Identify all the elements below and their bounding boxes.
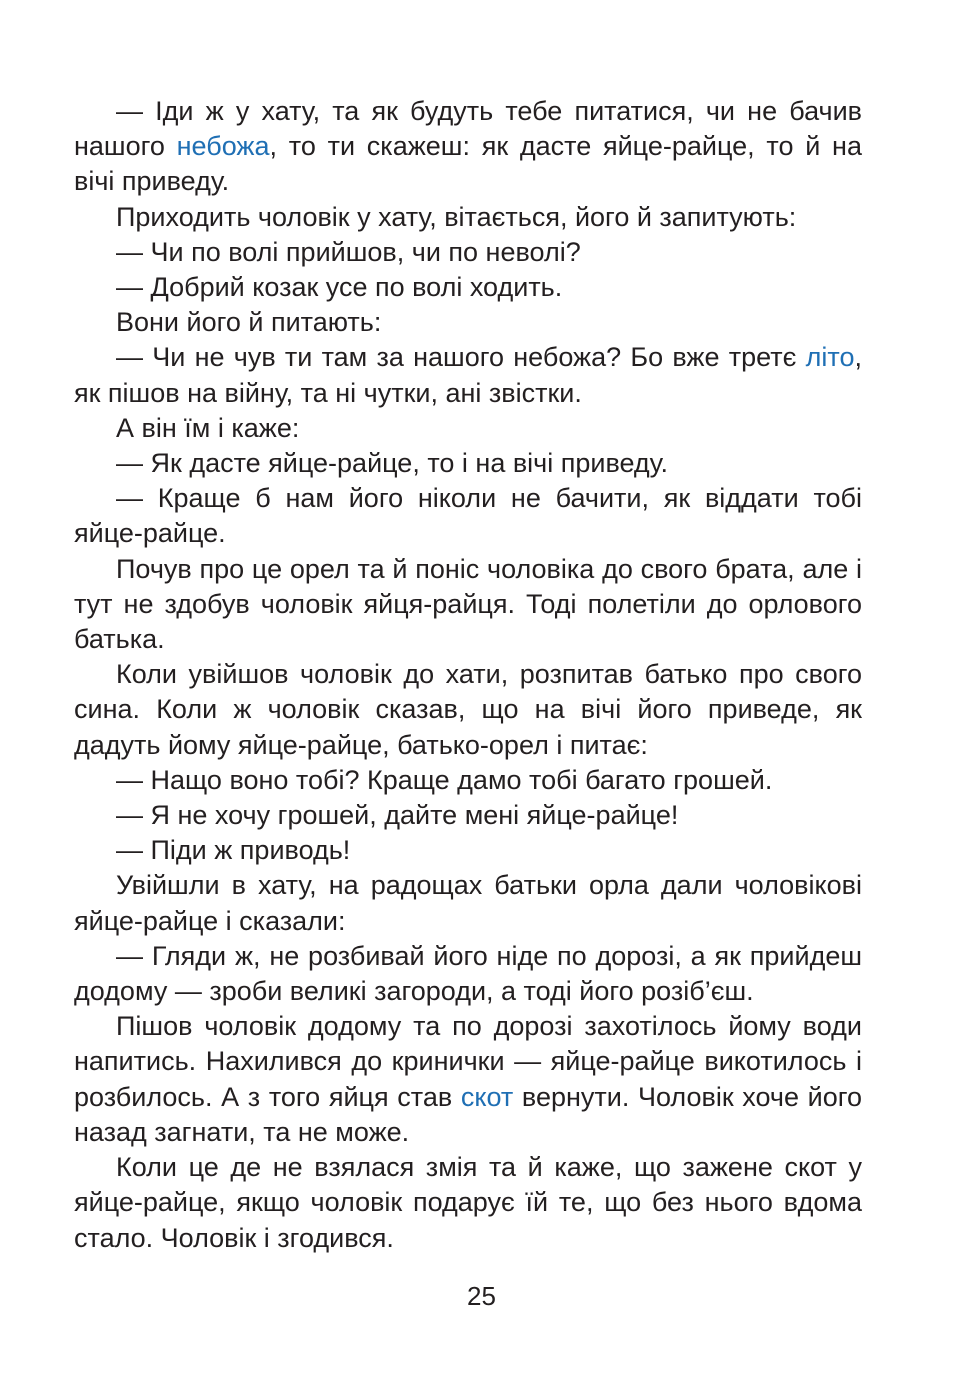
paragraph (74, 235, 862, 270)
glossary-word: скот (460, 1081, 514, 1112)
glossary-word: небожа (176, 131, 270, 162)
text-segment: А він їм і каже: (116, 412, 300, 443)
paragraph (74, 1009, 862, 1150)
text-segment: вернути. Чоловік хоче його назад загнати, та не може. (74, 1081, 862, 1147)
paragraph (74, 939, 862, 1009)
text-segment: — Добрий козак усе по волі ходить. (116, 272, 563, 303)
paragraph (74, 833, 862, 868)
paragraph (74, 481, 862, 551)
paragraph (74, 446, 862, 481)
text-segment: — Я не хочу грошей, дайте мені яйце-райце! (116, 800, 679, 831)
text-segment: — Краще б нам його ніколи не бачити, як віддати тобі яйце-райце. (74, 483, 862, 549)
paragraph (74, 305, 862, 340)
paragraph (74, 270, 862, 305)
page-text (74, 94, 862, 1256)
text-segment: , то ти скажеш: як дасте яйце-райце, то й на вічі приведу. (74, 131, 862, 197)
paragraph (74, 657, 862, 763)
text-segment: — Піди ж приводь! (116, 835, 351, 866)
paragraph (74, 1150, 862, 1256)
text-segment: Почув про це орел та й поніс чоловіка до свого брата, але і тут не здобув чоловік яйця-райця. Тоді полетіли до орлового батька. (74, 553, 862, 655)
text-segment: — Нащо воно тобі? Краще дамо тобі багато грошей. (116, 764, 773, 795)
paragraph (74, 200, 862, 235)
text-segment: Коли це де не взялася змія та й каже, що зажене скот у яйце-райце, якщо чоловік подарує їй те, що без нього вдома стало. Чоловік і згодився. (74, 1152, 862, 1253)
paragraph (74, 340, 862, 410)
paragraph (74, 552, 862, 658)
paragraph (74, 763, 862, 798)
paragraph (74, 94, 862, 200)
text-segment: Приходить чоловік у хату, вітається, його й запитують: (116, 201, 797, 232)
text-segment: — Гляди ж, не розбивай його ніде по дорозі, а як прийдеш додому — зроби великі загороди, а тоді його розіб’єш. (74, 940, 862, 1007)
text-segment: — Чи по волі прийшов, чи по неволі? (116, 236, 581, 267)
paragraph (74, 411, 862, 446)
paragraph (74, 868, 862, 938)
text-segment: — Іди ж у хату, та як будуть тебе питатися, чи не бачив нашого (74, 96, 862, 162)
text-segment: — Як дасте яйце-райце, то і на вічі приведу. (116, 448, 668, 479)
page-number: 25 (467, 1281, 496, 1311)
paragraph (74, 798, 862, 833)
text-segment: — Чи не чув ти там за нашого небожа? Бо вже третє (116, 342, 806, 373)
glossary-word: літо (805, 342, 855, 373)
text-segment: Пішов чоловік додому та по дорозі захотілось йому води напитись. Нахилився до кринички — яйце-райце викотилось і розбилось. А з того яйця став (74, 1011, 862, 1112)
text-segment: Коли увійшов чоловік до хати, розпитав батько про свого сина. Коли ж чоловік сказав, що на вічі його приведе, як дадуть йому яйце-райце, батько-орел і питає: (74, 659, 862, 760)
text-segment: Вони його й питають: (116, 307, 382, 338)
text-segment: , як пішов на війну, та ні чутки, ані звістки. (74, 342, 862, 408)
text-segment: Увійшли в хату, на радощах батьки орла дали чоловікові яйце-райце і сказали: (74, 870, 862, 936)
